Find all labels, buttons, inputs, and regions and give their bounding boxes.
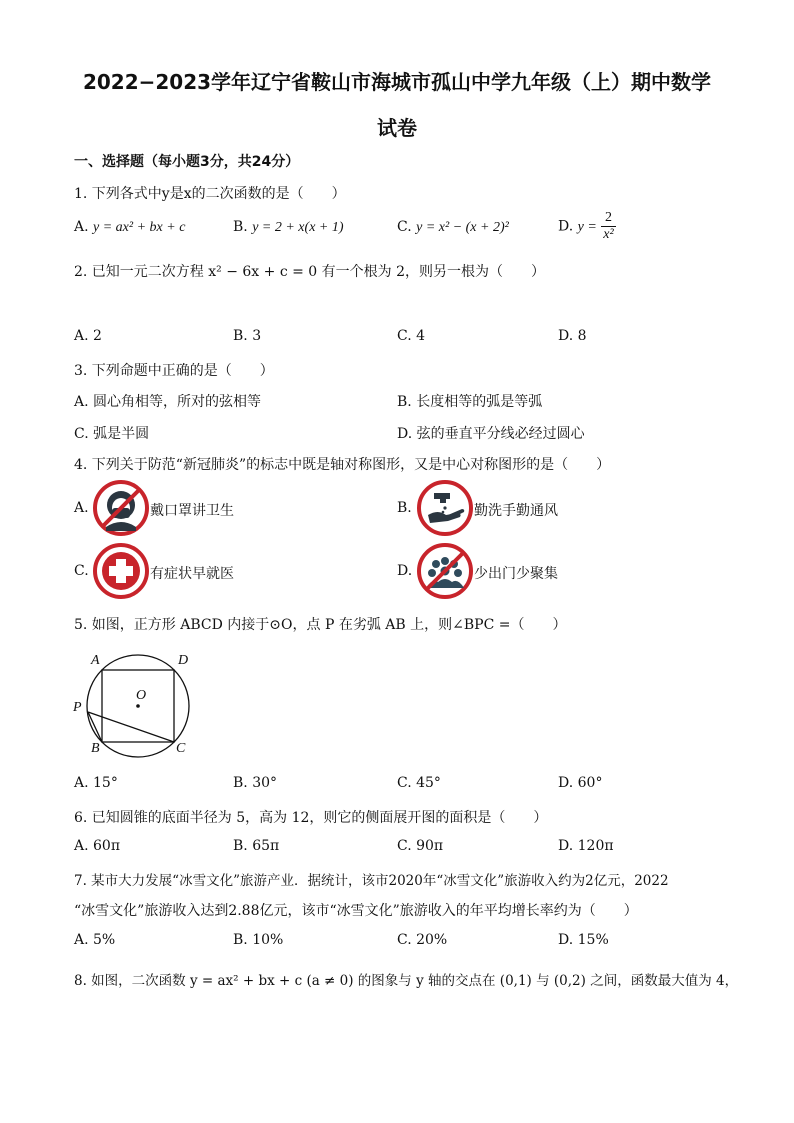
q3-option-c: C. 弧是半圆 (74, 426, 150, 442)
q1-option-d-lhs: y = (577, 219, 597, 235)
question-7-line-1: 7. 某市大力发展“冰雪文化”旅游产业．据统计，该市2020年“冰雪文化”旅游收入约为2亿元，2022 (74, 873, 669, 889)
q2-option-d: D. 8 (558, 328, 587, 344)
q6-option-c: C. 90π (397, 838, 444, 854)
question-3-stem: 3. 下列命题中正确的是（ ） (74, 363, 274, 379)
q4-option-a-label: A. (74, 500, 89, 516)
q6-option-d: D. 120π (558, 838, 614, 854)
section-heading: 一、选择题（每小题3分，共24分） (74, 154, 300, 170)
point-p-label: P (73, 700, 82, 715)
q6-option-b: B. 65π (233, 838, 280, 854)
q2-option-c: C. 4 (397, 328, 426, 344)
q4-option-d-text: 少出门少聚集 (474, 566, 558, 582)
q7-option-b: B. 10% (233, 932, 284, 948)
q7-option-c: C. 20% (397, 932, 448, 948)
question-8-stem: 8. 如图，二次函数 y = ax² + bx + c (a ≠ 0) 的图象与 y 轴的交点在 (0,1) 与 (0,2) 之间，函数最大值为 4， (74, 973, 739, 989)
question-2-stem: 2. 已知一元二次方程 x² − 6x + c = 0 有一个根为 2，则另一根为（ ） (74, 264, 546, 280)
handwash-sign-icon (416, 479, 474, 537)
q1-option-c-expr: y = x² − (x + 2)² (416, 220, 509, 235)
point-d-label: D (178, 653, 189, 668)
q1-option-c (397, 219, 509, 236)
q1-option-b-label: B. (233, 219, 248, 235)
q1-option-c-label: C. (397, 219, 412, 235)
q1-option-b (233, 219, 344, 236)
page-title-continued: 试卷 (377, 116, 417, 140)
q5-option-b: B. 30° (233, 775, 278, 791)
q1-option-d (558, 210, 616, 243)
q5-option-d: D. 60° (558, 775, 603, 791)
q5-option-a: A. 15° (74, 775, 118, 791)
point-c-label: C (176, 741, 186, 756)
q2-option-a: A. 2 (74, 328, 102, 344)
q4-option-a-text: 戴口罩讲卫生 (150, 503, 234, 519)
q7-option-a: A. 5% (74, 932, 116, 948)
q4-option-c-label: C. (74, 563, 89, 579)
q1-option-b-expr: y = 2 + x(x + 1) (252, 220, 344, 235)
no-gathering-sign-icon (416, 542, 474, 600)
question-7-line-2: “冰雪文化”旅游收入达到2.88亿元，该市“冰雪文化”旅游收入的年平均增长率约为（ ） (74, 903, 638, 919)
q4-option-d-label: D. (397, 563, 413, 579)
q5-option-c: C. 45° (397, 775, 441, 791)
question-4-stem: 4. 下列关于防范“新冠肺炎”的标志中既是轴对称图形，又是中心对称图形的是（ ） (74, 457, 611, 473)
point-a-label: A (91, 653, 100, 668)
question-5-stem: 5. 如图，正方形 ABCD 内接于⊙O，点 P 在劣弧 AB 上，则∠BPC =（ ） (74, 617, 567, 633)
q6-option-a: A. 60π (74, 838, 121, 854)
question-1-stem: 1. 下列各式中y是x的二次函数的是（ ） (74, 186, 346, 202)
q4-option-c-text: 有症状早就医 (150, 566, 234, 582)
q1-option-a-expr: y = ax² + bx + c (93, 220, 186, 235)
q1-option-a (74, 219, 185, 236)
fraction-numerator: 2 (601, 210, 615, 227)
point-b-label: B (91, 741, 100, 756)
q1-option-d-fraction (601, 210, 615, 243)
question-6-stem: 6. 已知圆锥的底面半径为 5，高为 12，则它的侧面展开图的面积是（ ） (74, 810, 548, 826)
q3-option-d: D. 弦的垂直平分线必经过圆心 (397, 426, 585, 442)
q7-option-d: D. 15% (558, 932, 609, 948)
q2-option-b: B. 3 (233, 328, 262, 344)
q3-option-a: A. 圆心角相等，所对的弦相等 (74, 394, 262, 410)
mask-sign-icon (92, 479, 150, 537)
point-o-label: O (136, 688, 147, 703)
page-title: 2022−2023学年辽宁省鞍山市海城市孤山中学九年级（上）期中数学 (82, 70, 712, 94)
q1-option-a-label: A. (74, 219, 89, 235)
q1-option-d-label: D. (558, 218, 574, 235)
q4-option-b-label: B. (397, 500, 412, 516)
fraction-denominator: x² (603, 227, 614, 242)
q3-option-b: B. 长度相等的弧是等弧 (397, 394, 543, 410)
q4-option-b-text: 勤洗手勤通风 (474, 503, 558, 519)
medical-cross-sign-icon (92, 542, 150, 600)
